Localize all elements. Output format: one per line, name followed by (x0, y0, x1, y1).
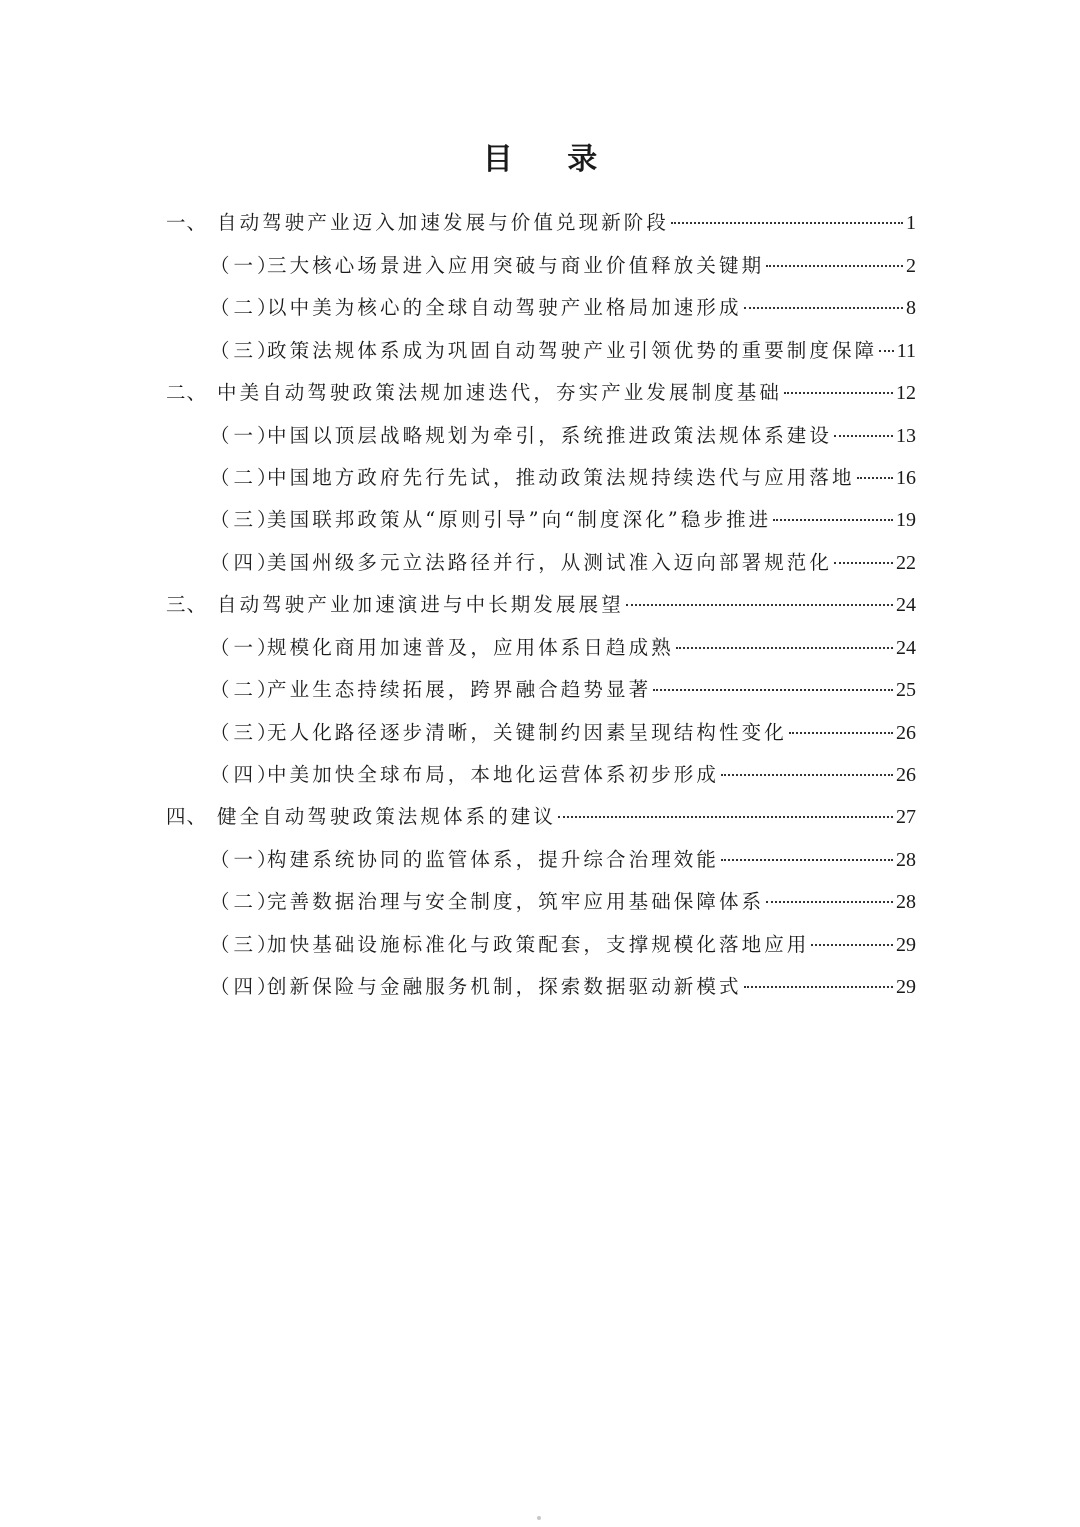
toc-entry-title: 产业生态持续拓展，跨界融合趋势显著 (267, 678, 652, 701)
toc-entry-title: 美国联邦政策从“原则引导”向“制度深化”稳步推进 (267, 508, 772, 531)
toc-entry[interactable] (210, 845, 916, 875)
dot-leader (834, 561, 893, 564)
toc-entry-number: （三） (210, 508, 281, 531)
toc-entry-number: 一、 (166, 211, 208, 234)
toc-entry-number: （二） (210, 678, 281, 701)
toc-entry-number: 四、 (166, 805, 208, 828)
toc-entry-number: （三） (210, 339, 281, 362)
toc-entry-title: 自动驾驶产业加速演进与中长期发展展望 (217, 593, 624, 616)
toc-entry-title: 以中美为核心的全球自动驾驶产业格局加速形成 (267, 296, 742, 319)
toc-entry-page: 29 (896, 934, 916, 956)
toc-entry-number: （一） (210, 424, 281, 447)
toc-entry[interactable] (166, 208, 916, 238)
toc-entry-page: 27 (896, 806, 916, 828)
toc-entry-title: 政策法规体系成为巩固自动驾驶产业引领优势的重要制度保障 (267, 339, 878, 362)
dot-leader (653, 688, 893, 691)
toc-entry-page: 24 (896, 594, 916, 616)
toc-entry-number: （四） (210, 551, 281, 574)
toc-entry-title: 中美加快全球布局，本地化运营体系初步形成 (267, 763, 720, 786)
dot-leader (626, 603, 893, 606)
toc-entry[interactable] (210, 505, 916, 535)
dot-leader (744, 985, 893, 988)
toc-entry-number: （二） (210, 296, 281, 319)
toc-entry-title: 美国州级多元立法路径并行，从测试准入迈向部署规范化 (267, 551, 833, 574)
page-title: 目 录 (482, 142, 620, 177)
toc-entry[interactable] (210, 336, 916, 366)
toc-entry-title: 中美自动驾驶政策法规加速迭代，夯实产业发展制度基础 (217, 381, 783, 404)
toc-entry[interactable] (210, 293, 916, 323)
toc-entry-page: 24 (896, 637, 916, 659)
dot-leader (773, 518, 893, 521)
toc-entry-page: 13 (896, 425, 916, 447)
toc-entry-page: 26 (896, 722, 916, 744)
toc-entry[interactable] (166, 802, 916, 832)
dot-leader (558, 815, 893, 818)
toc-entry-page: 26 (896, 764, 916, 786)
toc-entry-number: （一） (210, 254, 281, 277)
dot-leader (721, 858, 893, 861)
toc-entry-number: 二、 (166, 381, 208, 404)
toc-entry-title: 中国地方政府先行先试，推动政策法规持续迭代与应用落地 (267, 466, 855, 489)
toc-entry-page: 11 (896, 340, 916, 362)
toc-entry-page: 12 (896, 382, 916, 404)
toc-entry-page: 28 (896, 849, 916, 871)
toc-entry-title: 构建系统协同的监管体系，提升综合治理效能 (267, 848, 720, 871)
toc-entry[interactable] (210, 718, 916, 748)
toc-entry-page: 2 (906, 255, 916, 277)
toc-entry-number: （一） (210, 636, 281, 659)
dot-leader (676, 646, 893, 649)
toc-entry-title: 无人化路径逐步清晰，关键制约因素呈现结构性变化 (267, 721, 787, 744)
toc-entry-title: 加快基础设施标准化与政策配套，支撑规模化落地应用 (267, 933, 810, 956)
toc-entry-title: 健全自动驾驶政策法规体系的建议 (217, 805, 557, 828)
toc-entry[interactable] (210, 930, 916, 960)
toc-entry-title: 创新保险与金融服务机制，探索数据驱动新模式 (267, 975, 742, 998)
toc-entry-number: （一） (210, 848, 281, 871)
dot-leader (784, 391, 893, 394)
dot-leader (811, 943, 893, 946)
toc-entry[interactable] (210, 463, 916, 493)
toc-entry[interactable] (210, 421, 916, 451)
toc-entry[interactable] (210, 887, 916, 917)
toc-entry[interactable] (166, 590, 916, 620)
toc-entry-page: 29 (896, 976, 916, 998)
dot-leader (789, 731, 893, 734)
footer-dot (537, 1516, 541, 1520)
toc-entry[interactable] (210, 675, 916, 705)
toc-entry[interactable] (166, 378, 916, 408)
toc-entry-page: 8 (906, 297, 916, 319)
toc-entry-title: 完善数据治理与安全制度，筑牢应用基础保障体系 (267, 890, 765, 913)
toc-entry-page: 16 (896, 467, 916, 489)
toc-entry-title: 中国以顶层战略规划为牵引，系统推进政策法规体系建设 (267, 424, 833, 447)
dot-leader (834, 434, 893, 437)
dot-leader (766, 900, 893, 903)
toc-entry-title: 规模化商用加速普及，应用体系日趋成熟 (267, 636, 674, 659)
toc-entry-number: （二） (210, 890, 281, 913)
toc-entry-number: （四） (210, 975, 281, 998)
toc-entry-number: （二） (210, 466, 281, 489)
toc-entry-number: （三） (210, 721, 281, 744)
dot-leader (879, 349, 894, 352)
dot-leader (671, 221, 903, 224)
dot-leader (857, 476, 893, 479)
toc-entry[interactable] (210, 972, 916, 1002)
toc-entry-page: 25 (896, 679, 916, 701)
toc-entry-title: 三大核心场景进入应用突破与商业价值释放关键期 (267, 254, 765, 277)
dot-leader (766, 264, 903, 267)
toc-entry-title: 自动驾驶产业迈入加速发展与价值兑现新阶段 (217, 211, 670, 234)
toc-entry-number: （四） (210, 763, 281, 786)
toc-entry[interactable] (210, 251, 916, 281)
toc-entry-number: 三、 (166, 593, 208, 616)
toc-entry-page: 28 (896, 891, 916, 913)
dot-leader (744, 306, 903, 309)
toc-entry-page: 1 (906, 212, 916, 234)
toc-entry[interactable] (210, 633, 916, 663)
toc-entry[interactable] (210, 548, 916, 578)
toc-entry-number: （三） (210, 933, 281, 956)
toc-entry-page: 22 (896, 552, 916, 574)
dot-leader (721, 773, 893, 776)
toc-entry-page: 19 (896, 509, 916, 531)
toc-entry[interactable] (210, 760, 916, 790)
